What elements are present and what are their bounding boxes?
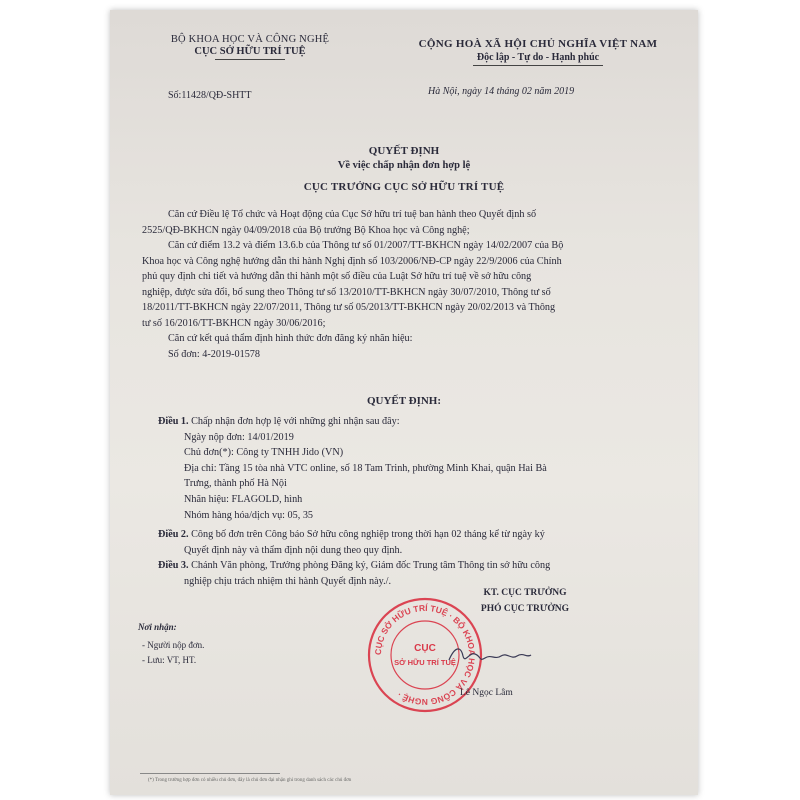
issuer-header: [140, 34, 360, 60]
signatory-title: PHÓ CỤC TRƯỞNG: [480, 604, 570, 614]
filing-date: Ngày nộp đơn: 14/01/2019: [184, 431, 294, 443]
basis-line: phủ quy định chi tiết và hướng dẫn thi hành một số điều của Luật Sở hữu trí tuệ về sở hữu công: [142, 271, 532, 282]
motto-underline: [473, 65, 603, 66]
document-date: Hà Nội, ngày 14 tháng 02 năm 2019: [428, 86, 575, 97]
application-number: Số đơn: 4-2019-01578: [168, 348, 260, 360]
article-1: [158, 414, 678, 430]
signer-name: Lê Ngọc Lâm: [460, 688, 513, 698]
article-2: [158, 527, 678, 543]
basis-line: 18/2011/TT-BKHCN ngày 22/07/2011, Thông tư số 05/2013/TT-BKHCN ngày 20/02/2013 và Thông: [142, 302, 556, 313]
articles: [158, 414, 678, 590]
recipient-item: - Người nộp đơn.: [142, 640, 205, 650]
seal-ring-text: CỤC SỞ HỮU TRÍ TUỆ · BỘ KHOA HỌC VÀ CÔNG NGHỆ ·: [372, 602, 478, 708]
document-sheet: [110, 10, 698, 795]
article-2-text: Công bố đơn trên Công báo Sở hữu công nghiệp trong thời hạn 02 tháng kể từ ngày ký: [191, 529, 545, 541]
handwritten-signature: [445, 640, 535, 670]
article-2-continued: Quyết định này và thẩm định nội dung theo quy định.: [184, 544, 403, 556]
decision-title: QUYẾT ĐỊNH: [368, 145, 440, 157]
decision-authority: CỤC TRƯỞNG CỤC SỞ HỮU TRÍ TUỆ: [303, 181, 505, 193]
article-2-label: Điều 2.: [158, 529, 189, 541]
basis-line: tư số 16/2016/TT-BKHCN ngày 30/06/2016;: [142, 317, 326, 329]
basis-line: 2525/QĐ-BKHCN ngày 04/09/2018 của Bộ trưởng Bộ Khoa học và Công nghệ;: [142, 224, 470, 236]
goods-classes: Nhóm hàng hóa/dịch vụ: 05, 35: [184, 509, 314, 521]
decision-subject: Về việc chấp nhận đơn hợp lệ: [337, 160, 471, 171]
basis-line: nghiệp, được sửa đổi, bổ sung theo Thông tư số 13/2010/TT-BKHCN ngày 30/07/2010, Thông tư số: [142, 286, 551, 298]
applicant: Chủ đơn(*): Công ty TNHH Jido (VN): [184, 447, 344, 459]
agency-name: CỤC SỞ HỮU TRÍ TUỆ: [194, 46, 306, 57]
header-underline: [215, 59, 285, 60]
republic-name: CỘNG HOÀ XÃ HỘI CHỦ NGHĨA VIỆT NAM: [418, 38, 658, 50]
seal-center-2: SỞ HỮU TRÍ TUỆ: [394, 658, 456, 667]
national-motto: Độc lập - Tự do - Hạnh phúc: [476, 52, 600, 63]
ministry-name: BỘ KHOA HỌC VÀ CÔNG NGHỆ: [170, 34, 330, 45]
basis-line: Căn cứ kết quả thẩm định hình thức đơn đăng ký nhãn hiệu:: [168, 333, 413, 344]
seal-center-1: CỤC: [414, 643, 436, 654]
document-number: Số:11428/QĐ-SHTT: [168, 90, 252, 101]
basis-line: Khoa học và Công nghệ hướng dẫn thi hành Nghị định số 103/2006/NĐ-CP ngày 22/9/2006 của Chính: [142, 255, 562, 267]
article-3-label: Điều 3.: [158, 560, 189, 572]
basis-line: Căn cứ Điều lệ Tổ chức và Hoạt động của Cục Sở hữu trí tuệ ban hành theo Quyết định số: [168, 209, 537, 220]
recipient-item: - Lưu: VT, HT.: [142, 655, 197, 665]
footnote: (*) Trong trường hợp đơn có nhiều chủ đơn, đây là chủ đơn đại nhận ghi trong danh sách các chủ đơn: [148, 778, 352, 783]
trademark: Nhãn hiệu: FLAGOLD, hình: [184, 493, 303, 505]
footnote-rule: [140, 773, 280, 774]
national-header: [388, 38, 688, 66]
article-3-continued: nghiệp chịu trách nhiệm thi hành Quyết định này./.: [184, 575, 392, 587]
article-3-text: Chánh Văn phòng, Trưởng phòng Đăng ký, Giám đốc Trung tâm Thông tin sở hữu công: [191, 560, 551, 572]
address-line-1: Địa chỉ: Tầng 15 tòa nhà VTC online, số 18 Tam Trinh, phường Minh Khai, quận Hai Bà: [184, 462, 547, 474]
decision-heading: QUYẾT ĐỊNH:: [366, 395, 442, 407]
signatory-kt: KT. CỤC TRƯỞNG: [483, 588, 567, 598]
article-1-text: Chấp nhận đơn hợp lệ với những ghi nhận sau đây:: [191, 416, 400, 427]
address-line-2: Trưng, thành phố Hà Nội: [184, 478, 287, 490]
basis-line: Căn cứ điểm 13.2 và điểm 13.6.b của Thông tư số 01/2007/TT-BKHCN ngày 14/02/2007 của Bộ: [168, 240, 564, 251]
legal-basis: [142, 207, 662, 362]
article-1-label: Điều 1.: [158, 416, 189, 427]
article-3: [158, 558, 678, 574]
recipients-heading: Nơi nhận:: [138, 622, 177, 632]
